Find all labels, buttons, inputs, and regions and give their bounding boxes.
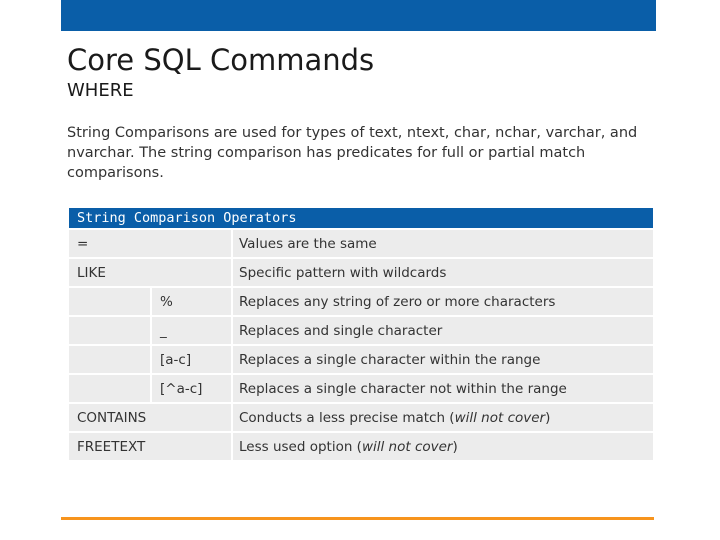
bottom-accent-rule	[61, 517, 654, 520]
description-cell: Replaces a single character within the range	[233, 346, 653, 373]
empty-cell	[69, 346, 152, 373]
operator-cell: =	[69, 230, 233, 257]
intro-paragraph: String Comparisons are used for types of text, ntext, char, nchar, varchar, and nvarchar. The string comparison has predicates for full or partial match comparisons.	[67, 125, 638, 181]
string-comparison-table	[69, 206, 653, 462]
description-cell	[233, 433, 653, 460]
table-row	[69, 404, 653, 431]
description-cell: Replaces any string of zero or more characters	[233, 288, 653, 315]
table-row	[69, 288, 653, 315]
wildcard-cell: [a-c]	[152, 346, 233, 373]
description-cell: Specific pattern with wildcards	[233, 259, 653, 286]
description-text: Conducts a less precise match (	[239, 409, 455, 426]
empty-cell	[69, 288, 152, 315]
table-row	[69, 259, 653, 286]
description-emphasis: will not cover	[454, 409, 546, 426]
description-cell: Values are the same	[233, 230, 653, 257]
wildcard-cell: _	[152, 317, 233, 344]
top-accent-bar	[61, 0, 656, 31]
slide-title: Core SQL Commands	[67, 43, 375, 77]
table-row	[69, 375, 653, 402]
description-cell: Replaces and single character	[233, 317, 653, 344]
description-cell: Replaces a single character not within the range	[233, 375, 653, 402]
operator-cell: LIKE	[69, 259, 233, 286]
description-text: Less used option (	[239, 438, 362, 455]
table-row	[69, 230, 653, 257]
table-row	[69, 346, 653, 373]
empty-cell	[69, 317, 152, 344]
operator-cell: FREETEXT	[69, 433, 233, 460]
wildcard-cell: %	[152, 288, 233, 315]
table-row	[69, 433, 653, 460]
table-row	[69, 317, 653, 344]
description-cell	[233, 404, 653, 431]
description-text: )	[452, 438, 458, 455]
empty-cell	[69, 375, 152, 402]
operator-cell: CONTAINS	[69, 404, 233, 431]
table-header: String Comparison Operators	[69, 208, 653, 228]
description-emphasis: will not cover	[361, 438, 453, 455]
slide-subtitle: WHERE	[67, 80, 134, 101]
description-text: )	[545, 409, 551, 426]
wildcard-cell: [^a-c]	[152, 375, 233, 402]
